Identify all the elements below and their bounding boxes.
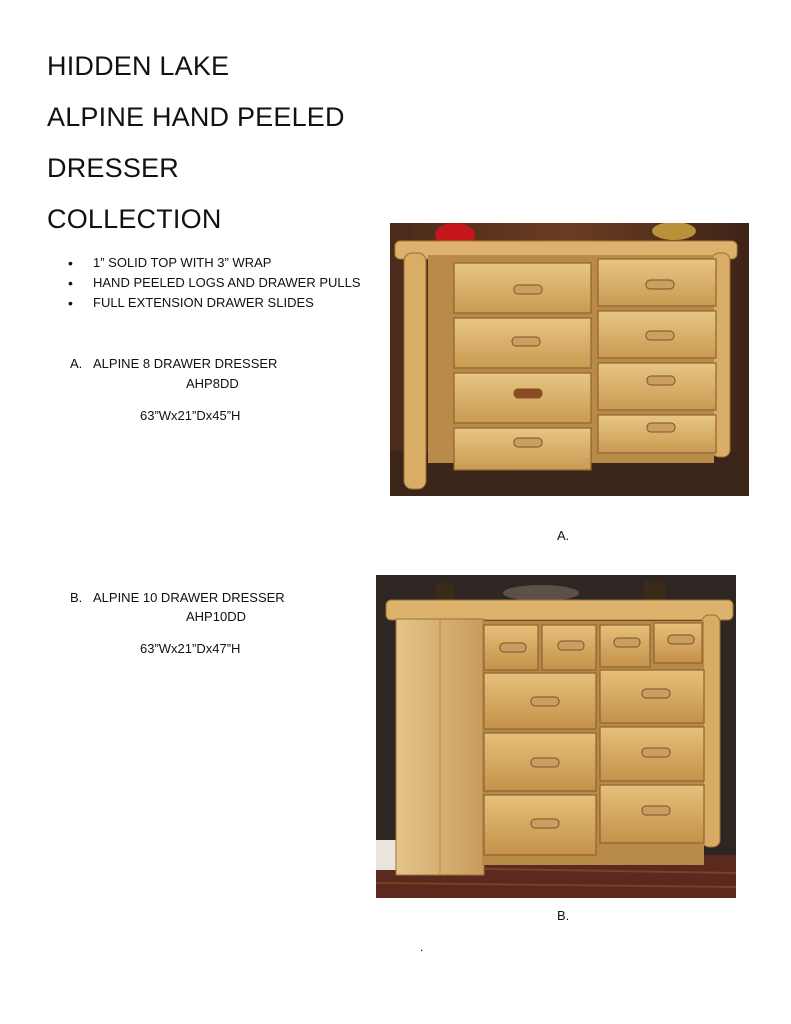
feature-list <box>68 253 361 313</box>
item-b-caption: B. <box>557 908 570 923</box>
item-a-photo <box>390 223 749 496</box>
item-b-photo <box>376 575 736 898</box>
item-a-letter: A. <box>70 356 83 371</box>
item-a-heading <box>70 356 277 371</box>
item-b-code: AHP10DD <box>186 609 246 624</box>
item-b-name: ALPINE 10 DRAWER DRESSER <box>93 590 285 605</box>
title-line-4: COLLECTION <box>47 204 222 234</box>
feature-item: • 1” SOLID TOP WITH 3” WRAP <box>68 253 361 273</box>
item-a-caption: A. <box>557 528 570 543</box>
title-line-2: ALPINE HAND PEELED <box>47 102 345 132</box>
feature-item: • FULL EXTENSION DRAWER SLIDES <box>68 293 361 313</box>
item-b-letter: B. <box>70 590 83 605</box>
item-b-heading <box>70 590 285 605</box>
item-b-dims: 63”Wx21”Dx47”H <box>140 641 241 656</box>
title-line-1: HIDDEN LAKE <box>47 51 230 81</box>
feature-item: • HAND PEELED LOGS AND DRAWER PULLS <box>68 273 361 293</box>
title-line-3: DRESSER <box>47 153 179 183</box>
item-a-dims: 63”Wx21”Dx45”H <box>140 408 241 423</box>
item-a-code: AHP8DD <box>186 376 239 391</box>
item-a-name: ALPINE 8 DRAWER DRESSER <box>93 356 278 371</box>
footer-mark: . <box>420 940 424 954</box>
